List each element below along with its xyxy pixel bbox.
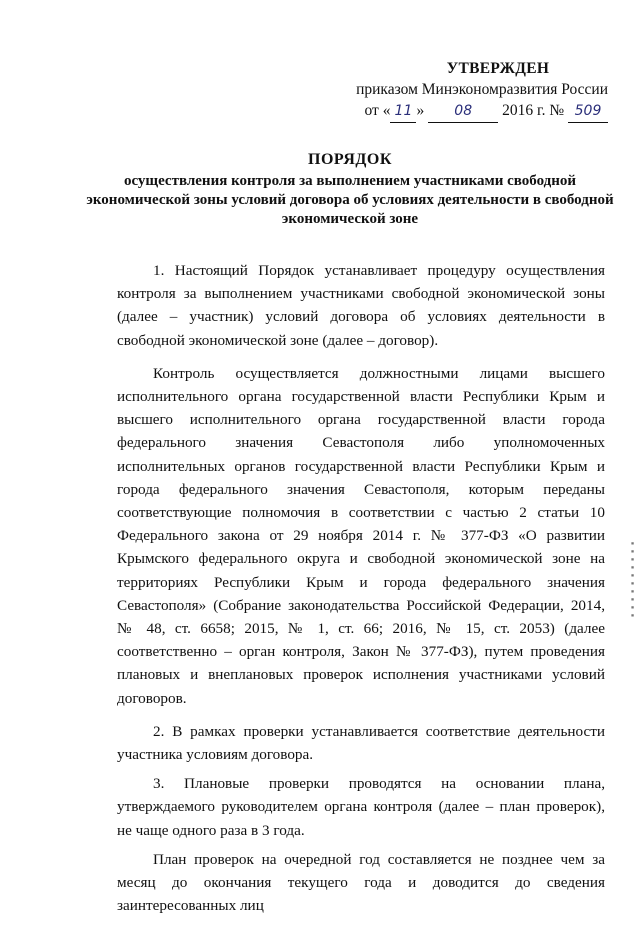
- approval-order-line: приказом Минэкономразвития России: [356, 81, 608, 98]
- handwritten-order-number: 509: [568, 101, 608, 123]
- paragraph-4: 3. Плановые проверки проводятся на основании плана, утверждаемого руководителем органа контроля (далее – план проверок), не чаще одного раза в 3 года.: [117, 775, 605, 839]
- paragraph-5: План проверок на очередной год составляется не позднее чем за месяц до окончания текущего года и доводится до сведения заинтересованных лиц: [117, 850, 605, 915]
- approval-stamp: [348, 58, 608, 123]
- paragraph-2: Контроль осуществляется должностными лицами высшего исполнительного органа государственной власти Республики Крым и высшего исполнительного органа государственной власти города федерального значения Севастополя либо уполномоченных исполнительных органов государственной власти Республики Крым и города федерального значения Севастополя, которым переданы соответствующие полномочия в соответствии с частью 2 статьи 10 Федерального закона от 29 ноября 2014 г. № 377-ФЗ «О развитии Крымского федерального округа и свободной экономической зоне на территориях Республики Крым и города федерального значения Севастополя» (Собрание законодательства Российской Федерации, 2014, № 48, ст. 6658; 2015, № 1, ст. 66; 2016, № 15, ст. 2053) (далее соответственно – орган контроля, Закон № 377-ФЗ), путем проведения плановых и внеплановых проверок исполнения участниками условий договоров.: [117, 364, 605, 707]
- handwritten-month: 08: [428, 101, 498, 123]
- side-edge-mark: ▪▪▪▪▪▪▪▪▪▪: [629, 540, 636, 620]
- approval-date-line: [348, 100, 608, 123]
- date-prefix: от «: [364, 102, 391, 119]
- date-mid: »: [416, 102, 425, 119]
- document-heading: [80, 150, 620, 229]
- document-title: ПОРЯДОК: [308, 151, 392, 168]
- paragraph-1: 1. Настоящий Порядок устанавливает процедуру осуществления контроля за выполнением участниками свободной экономической зоны (далее – участник) условий договора об условиях деятельности в свободной экономической зоне (далее – договор).: [117, 262, 605, 349]
- document-subtitle: осуществления контроля за выполнением участниками свободной экономической зоны условий договора об условиях деятельности в свободной экономической зоне: [86, 173, 614, 227]
- document-body: [117, 259, 605, 927]
- approval-title: УТВЕРЖДЕН: [446, 60, 550, 77]
- handwritten-day: 11: [390, 101, 416, 123]
- paragraph-3: 2. В рамках проверки устанавливается соответствие деятельности участника условиям договора.: [117, 722, 605, 764]
- year-text: 2016 г. №: [502, 102, 565, 119]
